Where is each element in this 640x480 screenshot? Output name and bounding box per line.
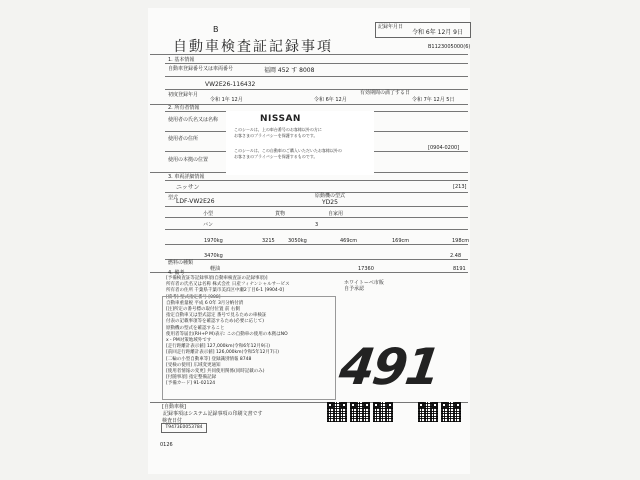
remarks-line: 原動機の型式を確認すること xyxy=(166,325,225,331)
base-label: 使用の本拠の位置 xyxy=(168,157,209,163)
rule xyxy=(165,180,468,181)
document-title: 自動車検査証記録事項 xyxy=(173,39,333,55)
remarks-frame xyxy=(162,296,336,400)
remarks-line: 自動車重量税 平成 6 0年 3月分納付済 xyxy=(166,300,244,306)
body-value: バン xyxy=(203,222,214,228)
dealer-note-2: 自予承認 xyxy=(344,286,365,292)
weight-1: 1970kg xyxy=(204,238,223,244)
code-right: 8191 xyxy=(453,266,466,272)
record-date-box xyxy=(375,22,471,38)
remarks-line: [受検の使用] 広域変更通知 xyxy=(166,362,221,368)
weight-2: 3215 xyxy=(262,238,275,244)
qr-code-5 xyxy=(441,402,461,422)
address-label: 使用者の住所 xyxy=(168,136,199,142)
rule xyxy=(165,76,468,77)
owner-code: [0904-0200] xyxy=(428,145,460,151)
section-basic: 1. 基本情報 xyxy=(168,57,195,63)
rule xyxy=(165,259,468,260)
capacity-value: 3 xyxy=(315,222,319,228)
qr-code-1 xyxy=(327,402,347,422)
stamp-label: 検査日付 xyxy=(162,418,183,424)
remarks-line: [備考] 型式指定番号 [008] xyxy=(166,294,221,300)
notice-line-4: お客さまのプライバシーを保護するものです。 xyxy=(234,154,318,159)
section-owner: 2. 所有者情報 xyxy=(168,105,200,111)
remarks-line: [走行距離計表示値] 127,000km(令和6年12月9日) xyxy=(166,344,271,350)
notice-line-3: このシールは、この自動車のご購入いただいたお客様以外の xyxy=(234,148,342,153)
bottom-note: 記録事項はシステム記録事項の印刷文書です xyxy=(163,411,263,417)
gross-value: 3470kg xyxy=(204,253,223,259)
nissan-privacy-sticker xyxy=(226,111,374,175)
rule xyxy=(165,229,468,230)
form-letter: B xyxy=(213,25,219,34)
rule xyxy=(165,63,468,64)
first-reg-value: 令和 1年 12月 xyxy=(210,97,243,103)
section-vehicle: 3. 車両詳細情報 xyxy=(168,174,205,180)
record-date-value: 令和 6年 12月 9日 xyxy=(412,29,463,36)
nissan-logo: NISSAN xyxy=(260,114,301,124)
rule xyxy=(165,244,468,245)
use-value: 貨物 xyxy=(275,211,286,217)
remarks-line: [予備検査証等記録事項(自動車検査証の記録事項)] xyxy=(166,276,268,281)
expiry-value: 令和 7年 12月 5日 xyxy=(412,97,455,103)
reg-value: 福岡 452 す 8008 xyxy=(264,67,315,74)
class-value: 小型 xyxy=(203,211,214,217)
bottom-label: [自動車検] xyxy=(162,404,186,410)
handwritten-number: 491 xyxy=(335,338,443,396)
section-remarks: 4. 備考 xyxy=(168,270,185,276)
top-code: B1123005000(6) xyxy=(428,44,471,50)
stamp-value: T9473E0053784 xyxy=(165,425,203,430)
rule xyxy=(165,89,468,90)
model-value: LDF-VW2E26 xyxy=(176,198,215,205)
length-value: 469cm xyxy=(340,238,358,244)
remarks-line: 付表の記載事項等を確認するため(必要に応じて) xyxy=(166,319,265,325)
displacement-value: 2.48 xyxy=(450,253,462,259)
remarks-line: [付随事項] 指定整備記録 xyxy=(166,375,216,381)
qr-code-2 xyxy=(350,402,370,422)
notice-line-1: このシールは、上の車台番号のお客様以外の方に xyxy=(234,127,322,132)
rule xyxy=(150,54,468,55)
fuel-label: 燃料の種類 xyxy=(168,260,194,266)
notice-line-2: お客さまのプライバシーを保護するものです。 xyxy=(234,133,318,138)
qr-code-3 xyxy=(373,402,393,422)
record-date-label: 記録年月日 xyxy=(378,24,404,30)
remarks-line: [使用者情報の変更] 共同使用関係(同時記載のみ) xyxy=(166,369,265,375)
date-value-1: 令和 6年 12月 xyxy=(314,97,347,103)
remarks-line: 指定自動車又は型式認定 番号で見るための車検証 xyxy=(166,313,267,319)
dealer-note-1: ホワイトーベ市販 xyxy=(344,280,384,286)
mileage-value: 17360 xyxy=(358,266,374,272)
reg-label: 自動車登録番号又は車両番号 xyxy=(168,66,234,72)
engine-value: YD25 xyxy=(322,199,338,206)
remarks-line: [前回走行距離計表示値] 126,000km(令和5年12月7日) xyxy=(166,350,280,356)
remarks-line: [注]所定の番号標の取付位置 前 右側 xyxy=(166,307,240,313)
fuel-value: 軽油 xyxy=(210,266,221,272)
page-number: 0126 xyxy=(160,442,173,448)
remarks-line: 所有者の氏名又は名称 株式会社 日産フィナンシャルサービス xyxy=(166,282,290,288)
height-value: 198cm xyxy=(452,238,470,244)
remarks-line: x・PM対策地域外です xyxy=(166,338,212,344)
weight-3: 3050kg xyxy=(288,238,307,244)
remarks-line: [予備カード] 91-02124 xyxy=(166,381,216,387)
code-213: [213] xyxy=(453,184,467,190)
maker-value: ニッサン xyxy=(176,184,200,191)
rule xyxy=(150,272,468,273)
rule xyxy=(165,217,468,218)
remarks-line: 使用者等届出(RH+P M)表示: この自動車の使用の本拠はNO xyxy=(166,331,288,337)
width-value: 169cm xyxy=(392,238,410,244)
vin-value: VW2E26-116432 xyxy=(205,81,256,88)
qr-code-4 xyxy=(418,402,438,422)
name-label: 使用者の氏名又は名称 xyxy=(168,117,219,123)
stamp-value-box xyxy=(161,423,207,433)
remarks-line: 所有者の住所 千葉県千葉市美浜区中瀬2丁目6-1 [9904-0] xyxy=(166,288,285,294)
remarks-line: [二輪の小型自動車等] 登録識別情報 8748 xyxy=(166,356,252,362)
private-value: 自家用 xyxy=(328,211,344,217)
rule xyxy=(165,206,468,207)
engine-label: 原動機の型式 xyxy=(315,193,346,199)
first-reg-label: 初度登録年月 xyxy=(168,92,199,98)
expiry-label: 有効期間の満了する日 xyxy=(360,90,411,96)
model-label: 型式 xyxy=(168,195,179,201)
